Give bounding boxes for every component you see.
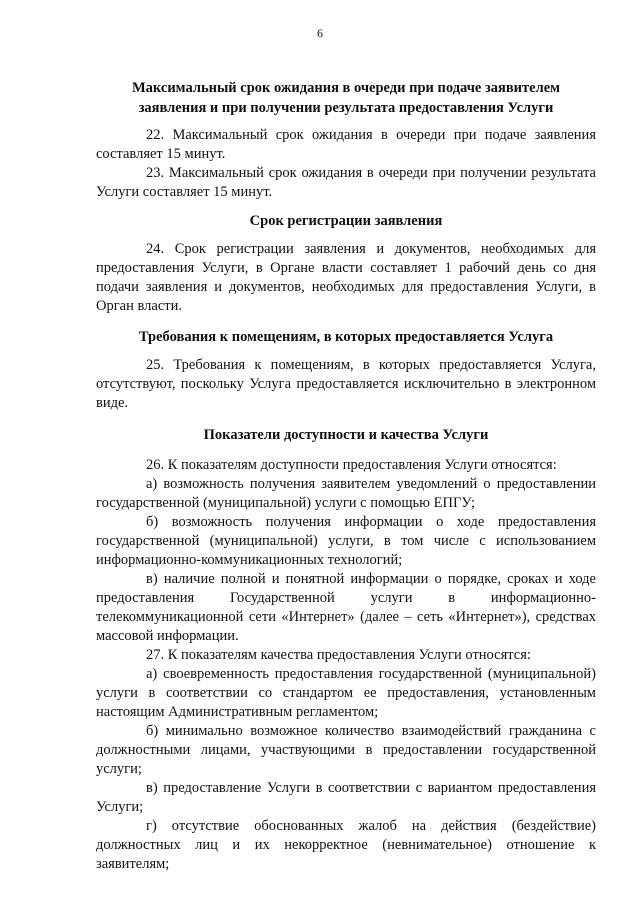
heading-registration-term: Срок регистрации заявления — [249, 213, 443, 229]
paragraph-27-c: в) предоставление Услуги в соответствии с вариантом предоставления Услуги; — [96, 780, 596, 815]
heading-line: Максимальный срок ожидания в очереди при подаче заявителем — [131, 80, 561, 96]
paragraph-26-b: б) возможность получения информации о ходе предоставления государственной (муниципальной) услуги, в том числе с использованием информационно-коммуникационных технологий; — [96, 514, 596, 568]
section-accessibility-quality — [96, 456, 596, 874]
heading-premises-requirements: Требования к помещениям, в которых предоставляется Услуга — [138, 329, 554, 345]
section-registration-term — [96, 240, 596, 316]
paragraph-23: 23. Максимальный срок ожидания в очереди при получении результата Услуги составляет 15 минут. — [96, 165, 596, 200]
section-max-wait-time — [96, 126, 596, 202]
paragraph-27-a: а) своевременность предоставления государственной (муниципальной) услуги в соответствии со стандартом ее предоставления, установленным настоящим Административным регламентом; — [96, 666, 596, 720]
section-premises-requirements — [96, 356, 596, 413]
paragraph-25: 25. Требования к помещениям, в которых предоставляется Услуга, отсутствуют, поскольку Услуга предоставляется исключительно в электронном виде. — [96, 357, 596, 411]
paragraph-22: 22. Максимальный срок ожидания в очереди при подаче заявления составляет 15 минут. — [96, 127, 596, 162]
paragraph-27: 27. К показателям качества предоставления Услуги относятся: — [146, 647, 531, 663]
paragraph-26-a: а) возможность получения заявителем уведомлений о предоставлении государственной (муниципальной) услуги с помощью ЕПГУ; — [96, 476, 596, 511]
paragraph-27-b: б) минимально возможное количество взаимодействий гражданина с должностными лицами, участвующими в предоставлении государственной услуги; — [96, 723, 596, 777]
paragraph-26-c: в) наличие полной и понятной информации о порядке, сроках и ходе предоставления Государственной услуги в информационно-телекоммуникационной сети «Интернет» (далее – сеть «Интернет»), средствах массовой информации. — [96, 571, 596, 644]
paragraph-24: 24. Срок регистрации заявления и документов, необходимых для предоставления Услуги, в Органе власти составляет 1 рабочий день со дня подачи заявления и документов, необходимых для предоставления Услуги, в Орган власти. — [96, 241, 596, 314]
paragraph-27-d: г) отсутствие обоснованных жалоб на действия (бездействие) должностных лиц и их некорректное (невнимательное) отношение к заявителям; — [96, 818, 596, 872]
paragraph-26: 26. К показателям доступности предоставления Услуги относятся: — [146, 457, 557, 473]
heading-line: заявления и при получении результата предоставления Услуги — [138, 100, 554, 116]
heading-max-wait-time — [96, 78, 596, 118]
page-number: 6 — [317, 26, 323, 40]
heading-accessibility-quality: Показатели доступности и качества Услуги — [203, 427, 489, 443]
